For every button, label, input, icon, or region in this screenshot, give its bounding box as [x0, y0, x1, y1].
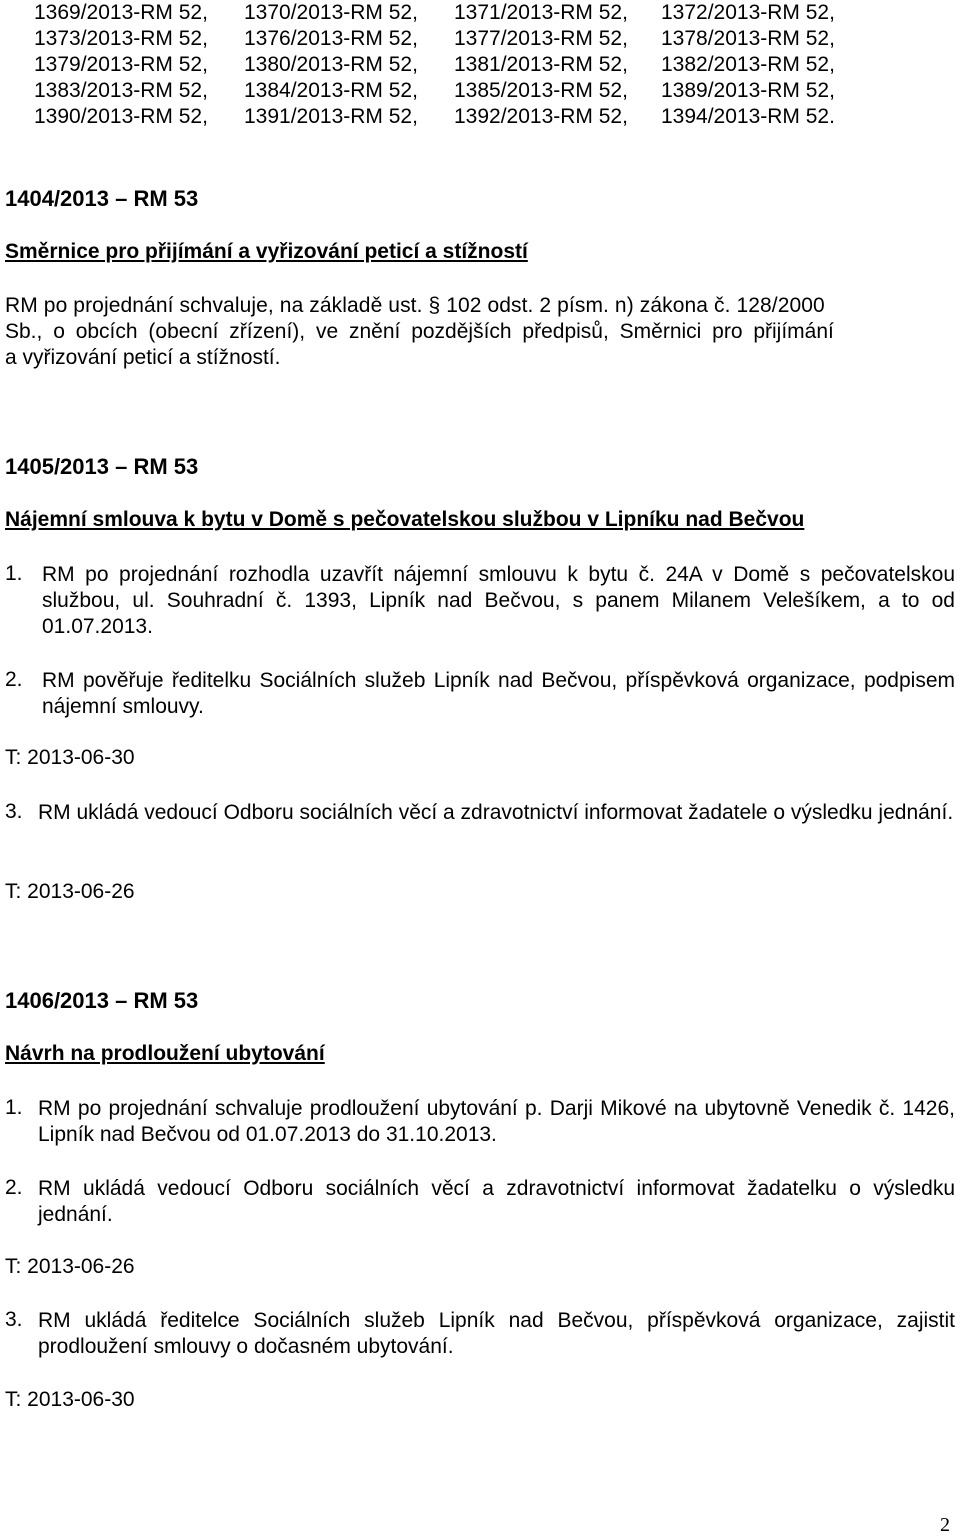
- resolution-item-1406-3: RM ukládá ředitelce Sociálních služeb Lipník nad Bečvou, příspěvková organizace, zajistit prodloužení smlouvy o dočasném ubytování.: [38, 1309, 955, 1358]
- resolution-subject-1405: Nájemní smlouva k bytu v Domě s pečovatelskou službou v Lipníku nad Bečvou: [5, 508, 805, 531]
- resolution-ref: 1380/2013-RM 52,: [244, 53, 418, 76]
- resolution-subject-1406: Návrh na prodloužení ubytování: [5, 1042, 325, 1065]
- resolution-ref: 1370/2013-RM 52,: [244, 1, 418, 24]
- resolution-ref: 1392/2013-RM 52,: [454, 105, 628, 128]
- resolution-ref: 1369/2013-RM 52,: [34, 1, 208, 24]
- resolution-item-1406-2: RM ukládá vedoucí Odboru sociálních věcí a zdravotnictví informovat žadatelku o výsledku jednání.: [38, 1177, 955, 1226]
- resolution-body-1404-line2: Sb., o obcích (obecní zřízení), ve znění pozdějších předpisů, Směrnici pro přijímání: [5, 320, 834, 343]
- resolution-list-row: [34, 104, 861, 130]
- resolution-ref: 1385/2013-RM 52,: [454, 79, 628, 102]
- item-number: 1.: [5, 1096, 23, 1119]
- resolution-ref: 1372/2013-RM 52,: [661, 1, 835, 24]
- resolution-ref: 1390/2013-RM 52,: [34, 105, 208, 128]
- resolution-item-1406-1: RM po projednání schvaluje prodloužení ubytování p. Darji Mikové na ubytovně Venedik č. 1426, Lipník nad Bečvou od 01.07.2013 do 31.10.2013.: [38, 1097, 955, 1146]
- resolution-heading-1404: 1404/2013 – RM 53: [5, 186, 199, 211]
- resolution-item-1405-3: RM ukládá vedoucí Odboru sociálních věcí a zdravotnictví informovat žadatele o výsledku jednání.: [38, 801, 954, 824]
- item-number: 2.: [5, 668, 23, 691]
- resolution-ref: 1373/2013-RM 52,: [34, 27, 208, 50]
- item-number: 3.: [5, 1308, 23, 1331]
- resolution-ref: 1394/2013-RM 52.: [661, 105, 835, 128]
- deadline-term: T: 2013-06-30: [5, 746, 135, 769]
- resolution-ref: 1383/2013-RM 52,: [34, 79, 208, 102]
- resolution-item-1405-1: RM po projednání rozhodla uzavřít nájemní smlouvu k bytu č. 24A v Domě s pečovatelskou službou, ul. Souhradní č. 1393, Lipník nad Bečvou, s panem Milanem Velešíkem, a to od 01.07.2013.: [42, 563, 955, 638]
- resolution-ref: 1384/2013-RM 52,: [244, 79, 418, 102]
- resolution-heading-1405: 1405/2013 – RM 53: [5, 454, 199, 479]
- resolution-ref: 1376/2013-RM 52,: [244, 27, 418, 50]
- deadline-term: T: 2013-06-30: [5, 1388, 135, 1411]
- resolution-list-row: [34, 78, 861, 104]
- resolution-ref: 1389/2013-RM 52,: [661, 79, 835, 102]
- resolution-ref: 1381/2013-RM 52,: [454, 53, 628, 76]
- resolution-ref: 1379/2013-RM 52,: [34, 53, 208, 76]
- item-number: 3.: [5, 800, 23, 823]
- resolution-ref: 1378/2013-RM 52,: [661, 27, 835, 50]
- deadline-term: T: 2013-06-26: [5, 880, 135, 903]
- resolution-body-1404-line3: a vyřizování peticí a stížností.: [5, 346, 281, 369]
- resolution-ref: 1391/2013-RM 52,: [244, 105, 418, 128]
- resolution-list-row: [34, 26, 861, 52]
- item-number: 1.: [5, 562, 23, 585]
- resolution-subject-1404: Směrnice pro přijímání a vyřizování peticí a stížností: [5, 240, 528, 263]
- resolution-ref: 1377/2013-RM 52,: [454, 27, 628, 50]
- resolution-list-row: [34, 52, 861, 78]
- deadline-term: T: 2013-06-26: [5, 1255, 135, 1278]
- page-number: 2: [940, 1514, 950, 1536]
- resolution-ref: 1371/2013-RM 52,: [454, 1, 628, 24]
- resolution-ref: 1382/2013-RM 52,: [661, 53, 835, 76]
- resolution-item-1405-2: RM pověřuje ředitelku Sociálních služeb Lipník nad Bečvou, příspěvková organizace, podpisem nájemní smlouvy.: [42, 669, 955, 718]
- item-number: 2.: [5, 1176, 23, 1199]
- resolution-list-row: [34, 0, 861, 26]
- resolution-body-1404-line1: RM po projednání schvaluje, na základě ust. § 102 odst. 2 písm. n) zákona č. 128/2000: [5, 294, 825, 317]
- resolution-heading-1406: 1406/2013 – RM 53: [5, 988, 199, 1013]
